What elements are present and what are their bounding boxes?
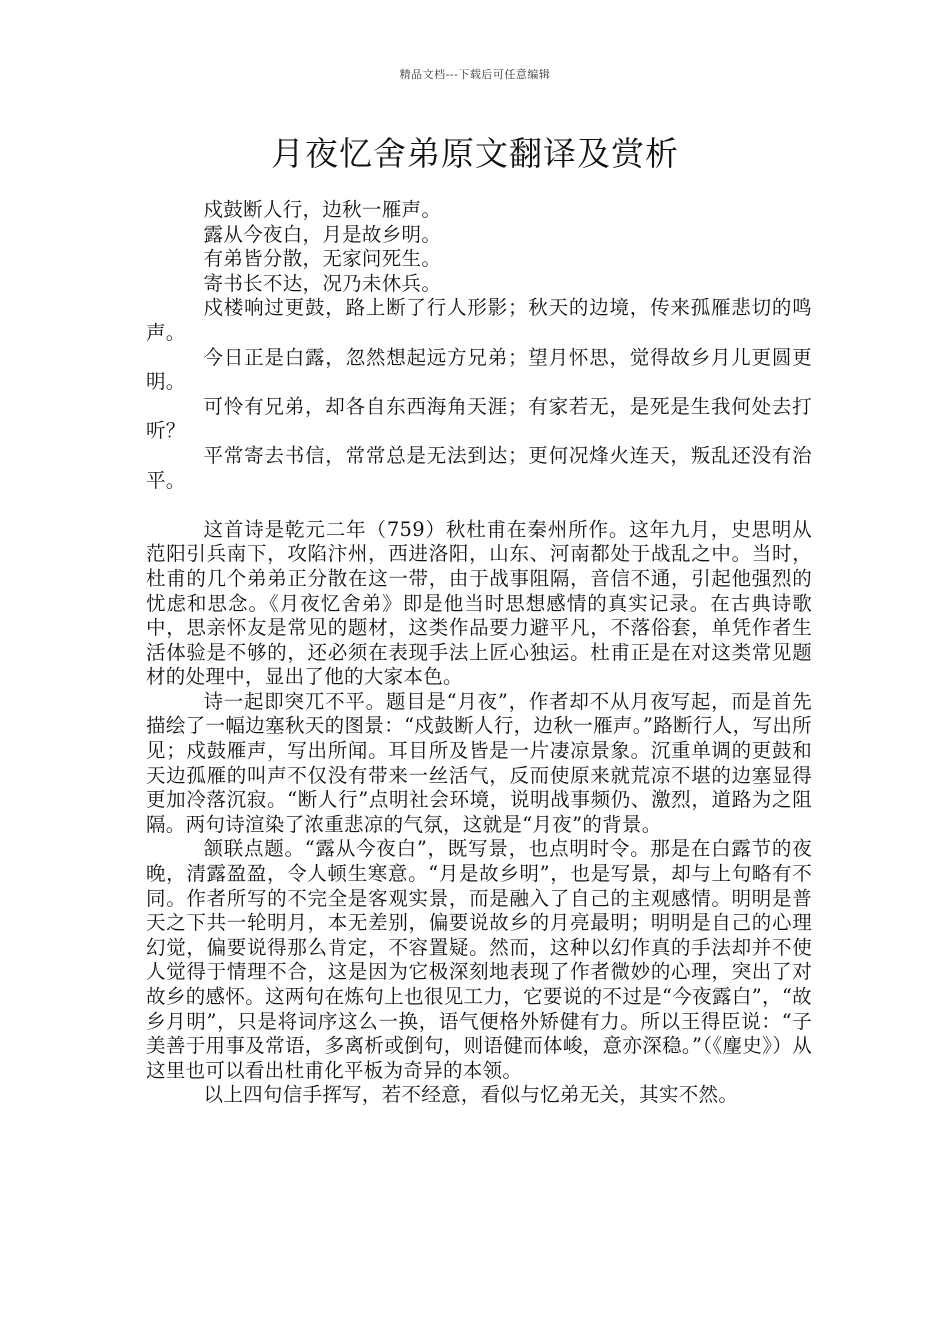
page-header-note: 精品文档---下载后可任意编辑: [399, 68, 551, 81]
analysis-paragraph: 这首诗是乾元二年（759）秋杜甫在秦州所作。这年九月，史思明从范阳引兵南下，攻陷汴州，西进洛阳，山东、河南都处于战乱之中。当时，杜甫的几个弟弟正分散在这一带，由于战事阻隔，音信不通，引起他强烈的忧虑和思念。《月夜忆舍弟》即是他当时思想感情的真实记录。在古典诗歌中，思亲怀友是常见的题材，这类作品要力避平凡，不落俗套，单凭作者生活体验是不够的，还必须在表现手法上匠心独运。杜甫正是在对这类常见题材的处理中，显出了他的大家本色。: [146, 517, 812, 689]
document-title: 月夜忆舍弟原文翻译及赏析: [271, 134, 679, 173]
document-body: [146, 198, 812, 1108]
poem-line: 有弟皆分散，无家问死生。: [203, 247, 442, 271]
translation-paragraph: 可怜有兄弟，却各自东西海角天涯；有家若无，是死是生我何处去打听？: [146, 394, 812, 443]
translation-paragraph: 戍楼响过更鼓，路上断了行人形影；秋天的边境，传来孤雁悲切的鸣声。: [146, 296, 812, 344]
poem-line: 寄书长不达，况乃未休兵。: [203, 271, 442, 295]
translation-paragraph: 平常寄去书信，常常总是无法到达；更何况烽火连天，叛乱还没有治平。: [146, 443, 812, 492]
analysis-paragraph: 以上四句信手挥写，若不经意，看似与忆弟无关，其实不然。: [203, 1083, 739, 1107]
translation-paragraph: 今日正是白露，忽然想起远方兄弟；望月怀思，觉得故乡月儿更圆更明。: [146, 345, 812, 394]
poem-line: 戍鼓断人行，边秋一雁声。: [203, 198, 442, 221]
analysis-paragraph: 诗一起即突兀不平。题目是“月夜”，作者却不从月夜写起，而是首先描绘了一幅边塞秋天的图景：“戍鼓断人行，边秋一雁声。”路断行人，写出所见；戍鼓雁声，写出所闻。耳目所及皆是一片凄凉景象。沉重单调的更鼓和天边孤雁的叫声不仅没有带来一丝活气，反而使原来就荒凉不堪的边塞显得更加冷落沉寂。“断人行”点明社会环境，说明战事频仍、激烈，道路为之阻隔。两句诗渲染了浓重悲凉的气氛，这就是“月夜”的背景。: [146, 689, 812, 836]
poem-line: 露从今夜白，月是故乡明。: [203, 222, 442, 246]
blank-line: [146, 493, 812, 518]
analysis-paragraph: 颔联点题。“露从今夜白”，既写景，也点明时令。那是在白露节的夜晚，清露盈盈，令人顿生寒意。“月是故乡明”，也是写景，却与上句略有不同。作者所写的不完全是客观实景，而是融入了自己的主观感情。明明是普天之下共一轮明月，本无差别，偏要说故乡的月亮最明；明明是自己的心理幻觉，偏要说得那么肯定，不容置疑。然而，这种以幻作真的手法却并不使人觉得于情理不合，这是因为它极深刻地表现了作者微妙的心理，突出了对故乡的感怀。这两句在炼句上也很见工力，它要说的不过是“今夜露白”，“故乡月明”，只是将词序这么一换，语气便格外矫健有力。所以王得臣说：“子美善于用事及常语，多离析或倒句，则语健而体峻，意亦深稳。”（《麈史》）从这里也可以看出杜甫化平板为奇异的本领。: [146, 837, 812, 1082]
